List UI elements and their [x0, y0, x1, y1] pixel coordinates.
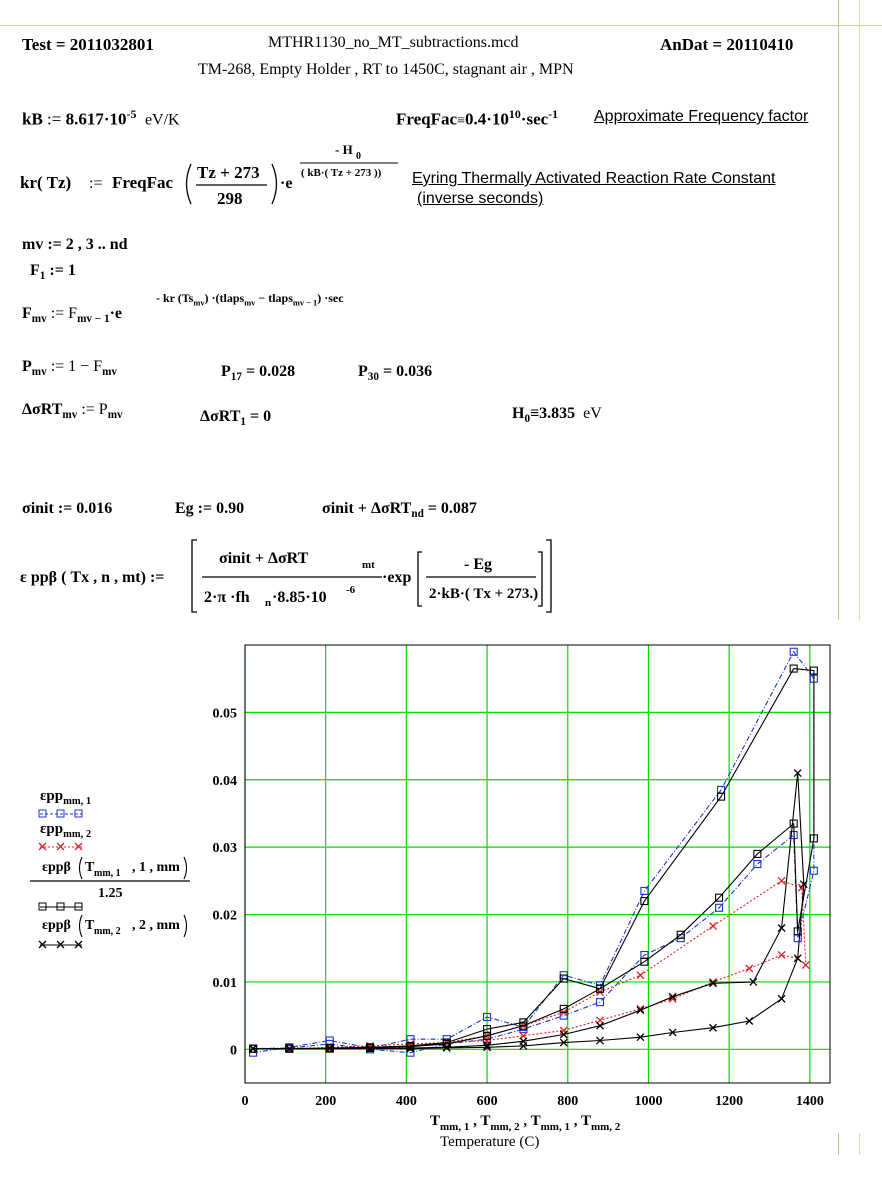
fmv-sub: mv [31, 313, 47, 326]
drt-lhs: ΔσRT [22, 401, 63, 418]
p17-value: = 0.028 [245, 363, 296, 380]
freqfac-exponent: 10 [508, 107, 521, 121]
fmv-exponent [156, 291, 344, 307]
fmv-exp-sub2: mv [244, 298, 256, 308]
fmv-exp-a: - kr (Ts [156, 291, 194, 305]
sinit-definition: σinit := 0.016 [22, 500, 113, 517]
eppb-inner-denominator: 2·kB·( Tx + 273.) [429, 586, 539, 602]
eppb-numerator-sub: mt [362, 559, 375, 571]
fmv-exp-sub3: mv − 1 [292, 298, 318, 308]
fmv-exp-d: ) ·sec [317, 291, 344, 305]
analysis-date: AnDat = 20110410 [660, 35, 794, 54]
mv-range: mv := 2 , 3 .. nd [22, 236, 128, 253]
x-tick-label: 200 [315, 1094, 337, 1109]
series-line-3 [253, 669, 814, 1049]
sum-result [322, 500, 477, 520]
fmv-rhs-sub: mv − 1 [77, 313, 110, 326]
x-tick-label: 600 [476, 1094, 498, 1109]
h0-lhs: H [512, 405, 525, 422]
legend-3-sub: mm, 1 [94, 868, 121, 879]
series-2-point [746, 965, 753, 972]
pmv-sub: mv [31, 366, 47, 379]
svg-text:·e: ·e [280, 175, 293, 192]
drt-rhs: := P [81, 401, 108, 418]
h0-sub: 0 [524, 413, 531, 426]
eppb-inner-numerator: - Eg [464, 556, 492, 573]
legend-4-sub: mm, 2 [94, 926, 121, 937]
freqfac-note: Approximate Frequency factor [594, 108, 809, 125]
eppb-denominator: 2·π ·fh [204, 589, 250, 606]
series-2-point [637, 972, 644, 979]
fmv-exp-c: − tlaps [255, 291, 293, 305]
kb-lhs: kB [22, 109, 43, 129]
pmv-lhs: P [22, 358, 32, 375]
plot-frame [245, 645, 830, 1083]
kr-note-line1: Eyring Thermally Activated Reaction Rate Constant [412, 170, 776, 187]
pmv-equation [22, 358, 117, 378]
legend-4-t: T [85, 918, 95, 933]
p17-sub: 17 [230, 371, 242, 384]
temperature-chart [0, 630, 882, 1170]
eppb-equation [14, 532, 574, 618]
pmv-rhs: := 1 − F [50, 358, 103, 375]
kr-equation [14, 140, 414, 220]
legend-3-text: εppβ [42, 860, 71, 875]
legend-3-denominator: 1.25 [98, 886, 123, 900]
f1-equation [30, 262, 76, 282]
drt-rhs-sub: mv [107, 409, 123, 422]
freqfac-lhs: FreqFac [396, 109, 458, 129]
y-tick-label: 0.02 [212, 908, 237, 924]
kr-exp-numerator-sub: 0 [356, 151, 361, 162]
fmv-lhs: F [22, 305, 32, 322]
p30-sub: 30 [367, 371, 379, 384]
sum-value: = 0.087 [427, 500, 477, 517]
f1-sub: 1 [39, 270, 46, 283]
x-axis-title: Temperature (C) [440, 1134, 540, 1150]
drt1-value: = 0 [250, 408, 272, 425]
y-tick-label: 0.03 [212, 841, 237, 857]
legend-1-text: εpp [40, 788, 64, 804]
eppb-lhs: ε ppβ ( Tx , n , mt) := [20, 569, 165, 586]
file-name: MTHR1130_no_MT_subtractions.mcd [268, 34, 519, 51]
eppb-numerator: σinit + ΔσRT [219, 550, 309, 567]
top-rule [0, 25, 882, 26]
x-tick-label: 800 [557, 1094, 579, 1109]
right-margin-line [838, 0, 839, 620]
legend-4-args: , 2 , mm [132, 918, 180, 933]
legend-3-t: T [85, 860, 95, 875]
legend-3-args: , 1 , mm [132, 860, 180, 875]
p30-value: = 0.036 [382, 363, 433, 380]
fmv-equation: $F_{mv}$ := $F_{mv - 1}\cdot e$ [22, 305, 122, 326]
x-tick-label: 400 [395, 1094, 417, 1109]
drt1-lhs: ΔσRT [200, 408, 241, 425]
legend-2-sub: mm, 2 [63, 829, 92, 840]
h0-definition [512, 405, 602, 425]
test-id: Test = 2011032801 [22, 35, 154, 54]
p17-result [221, 363, 295, 383]
kb-unit: eV/K [144, 111, 180, 129]
kb-equation [22, 107, 180, 130]
kr-numerator: Tz + 273 [197, 163, 260, 182]
kb-exponent: -5 [126, 107, 137, 121]
kr-freqfac: FreqFac [112, 173, 174, 192]
y-tick-label: 0 [230, 1043, 237, 1059]
p30-lhs: P [358, 363, 368, 380]
kb-assign: := [47, 109, 62, 129]
x-tick-label: 1000 [634, 1094, 663, 1109]
kr-exp-numerator: - H [335, 142, 353, 157]
series-4-point [637, 1007, 644, 1014]
svg-text::=: := [89, 175, 103, 192]
fmv-exp-sub: mv [193, 298, 205, 308]
legend-1-sub: mm, 1 [63, 796, 92, 807]
eppb-denominator-sub: n [265, 597, 272, 609]
series-2-point [710, 922, 717, 929]
series-2-point [802, 962, 809, 969]
kr-exp-denominator: ( kB·( Tz + 273 )) [301, 167, 382, 179]
kr-note-line2: (inverse seconds) [417, 190, 544, 207]
series-4-point [778, 995, 785, 1002]
h0-unit: eV [583, 405, 602, 422]
legend-4-text: εppβ [42, 918, 71, 933]
x-tick-label: 0 [241, 1094, 249, 1109]
y-tick-label: 0.04 [212, 773, 237, 789]
drt-equation [22, 401, 123, 421]
eppb-denominator-exp: -6 [346, 584, 356, 596]
kb-mantissa: 8.617·10 [65, 109, 127, 129]
p17-lhs: P [221, 363, 231, 380]
pmv-rhs-sub: mv [102, 366, 118, 379]
x-tick-label: 1200 [715, 1094, 744, 1109]
sum-lhs: σinit + ΔσRT [322, 500, 412, 517]
freqfac-unit: ·sec [520, 109, 549, 129]
right-margin-line-2 [859, 0, 860, 620]
legend-2-text: εpp [40, 821, 64, 837]
freqfac-equation: $FreqFac\equiv 0.4\cdot 10^{10}\cdot\sec^{-1}$ [396, 107, 559, 129]
subtitle: TM-268, Empty Holder , RT to 1450C, stagnant air , MPN [198, 61, 574, 78]
freqfac-unit-exp: -1 [548, 107, 559, 121]
fmv-rhs: := F [50, 305, 78, 322]
x-tick-label: 1400 [795, 1094, 824, 1109]
eppb-exp-fn: ·exp [382, 569, 412, 586]
drt1-sub: 1 [240, 416, 246, 429]
sum-sub: nd [411, 508, 424, 521]
p30-result [358, 363, 432, 383]
drt1-result [200, 408, 271, 428]
f1-lhs: F [30, 262, 40, 279]
eppb-denominator-2: ·8.85·10 [272, 589, 327, 606]
x-axis-label: $T_{mm, 1}$ , $T_{mm, 2}$ , $T_{mm, 1}$ , $T_{mm, 2}$ [430, 1113, 621, 1133]
eg-definition: Eg := 0.90 [175, 500, 245, 517]
kr-denominator: 298 [217, 189, 243, 208]
drt-sub: mv [62, 409, 78, 422]
y-tick-label: 0.05 [212, 706, 237, 722]
y-tick-label: 0.01 [212, 975, 237, 991]
h0-value: ≡3.835 [530, 405, 576, 422]
fmv-exp-b: ) ·(tlaps [204, 291, 245, 305]
f1-rhs: := 1 [49, 262, 76, 279]
freqfac-value: 0.4·10 [464, 109, 509, 129]
kr-lhs: kr( Tz) [20, 173, 72, 192]
series-2-point [778, 877, 785, 884]
